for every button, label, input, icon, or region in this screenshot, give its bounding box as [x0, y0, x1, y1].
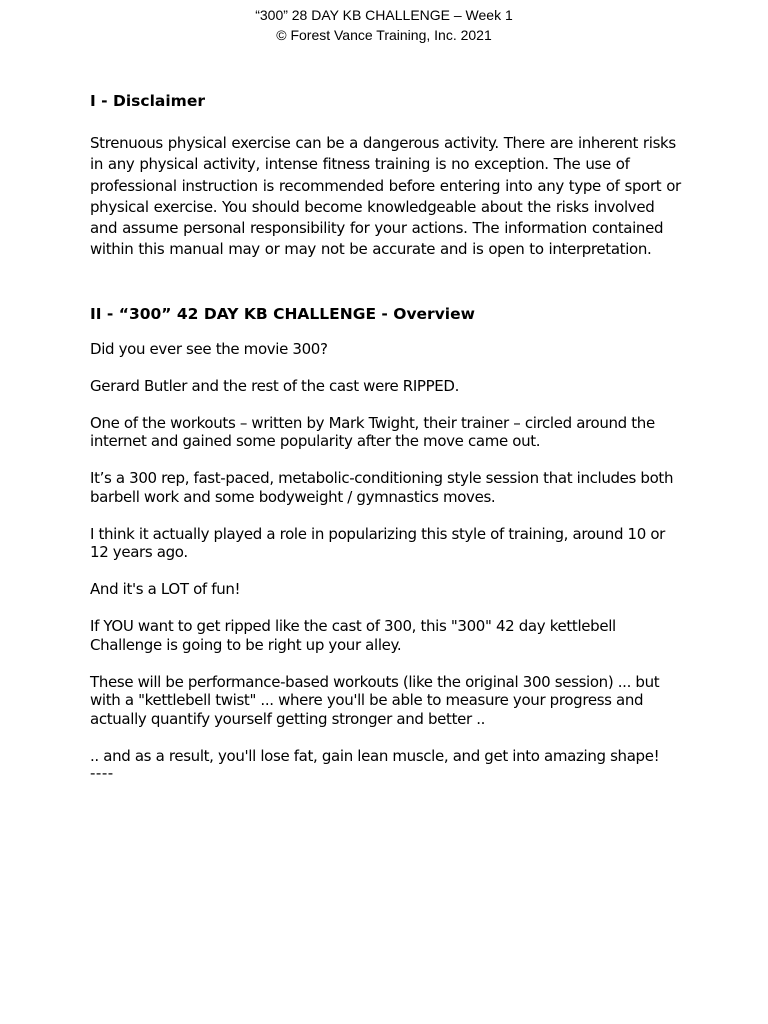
copyright-notice: © Forest Vance Training, Inc. 2021	[276, 26, 492, 43]
overview-paragraph: One of the workouts – written by Mark Twight, their trainer – circled around the internet and gained some popularity after the move came out.	[90, 413, 655, 451]
overview-paragraph: If YOU want to get ripped like the cast of 300, this "300" 42 day kettlebell Challenge is going to be right up your alley.	[90, 617, 616, 654]
document-body	[90, 90, 684, 781]
overview-paragraph: These will be performance-based workouts (like the original 300 session) ... but with a "kettlebell twist" ... where you'll be able to measure your progress and actually quantify yourself getting stronger and better ..	[90, 672, 660, 728]
divider-dashes: ----	[90, 764, 114, 783]
document-title: “300” 28 DAY KB CHALLENGE – Week 1	[255, 7, 513, 23]
disclaimer-text: Strenuous physical exercise can be a dangerous activity. There are inherent risks in any physical activity, intense fitness training is no exception. The use of professional instruction is recommended before entering into any type of sport or physical exercise. You should become knowledgeable about the risks involved and assume personal responsibility for your actions. The information contained within this manual may or may not be accurate and is open to interpretation.	[90, 134, 681, 259]
overview-paragraph: .. and as a result, you'll lose fat, gain lean muscle, and get into amazing shape!	[90, 746, 660, 765]
overview-paragraph: And it's a LOT of fun!	[90, 580, 241, 599]
page-header	[0, 6, 768, 45]
overview-paragraph: It’s a 300 rep, fast-paced, metabolic-conditioning style session that includes both barbell work and some bodyweight / gymnastics moves.	[90, 469, 674, 506]
overview-paragraph: Did you ever see the movie 300?	[90, 339, 328, 358]
overview-paragraph: Gerard Butler and the rest of the cast were RIPPED.	[90, 376, 460, 395]
disclaimer-heading: I - Disclaimer	[90, 92, 205, 110]
overview-heading: II - “300” 42 DAY KB CHALLENGE - Overview	[90, 304, 475, 323]
overview-paragraph: I think it actually played a role in popularizing this style of training, around 10 or 12 years ago.	[90, 524, 665, 562]
